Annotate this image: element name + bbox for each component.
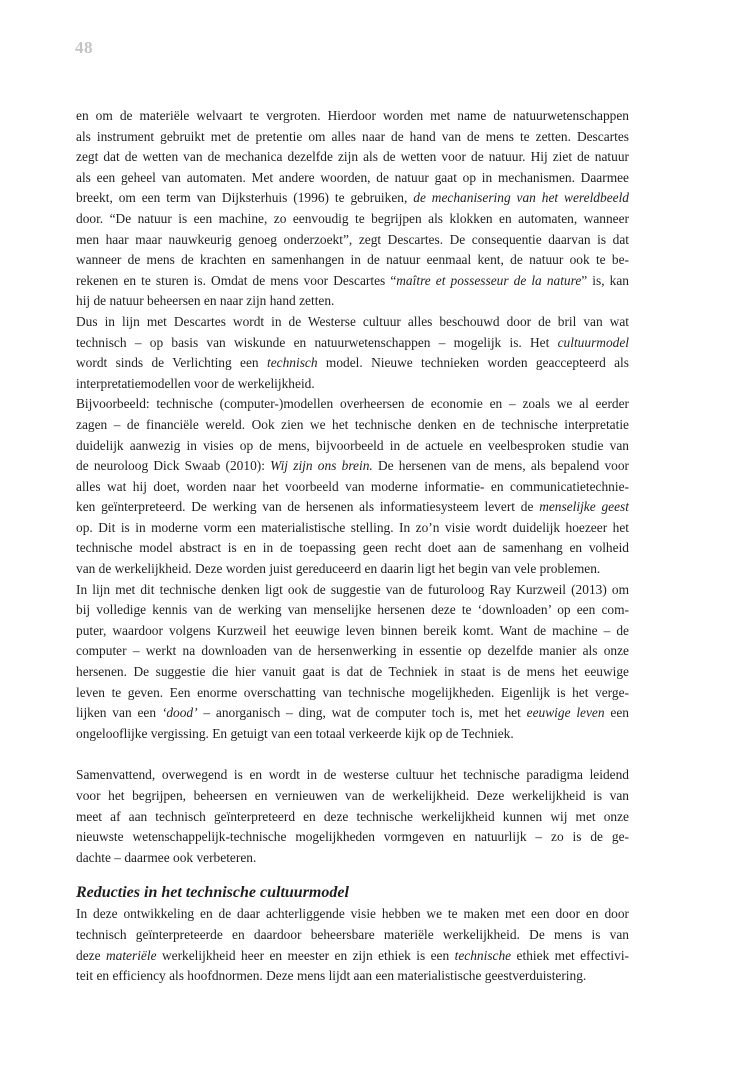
text-line [76,807,629,828]
text-run: de neuroloog Dick Swaab (2010): [76,458,271,474]
italic-text: Wij zijn ons brein. [270,458,373,474]
text-run: bij volledige kennis van de werking van menselijke hersenen deze te ‘downloaden’ op een com- [76,602,629,618]
text-run: puter, waardoor volgens Kurzweil het eeuwige leven binnen bereik komt. Want de machine – de [76,622,629,638]
paragraph [76,312,629,394]
page-number: 48 [75,38,93,57]
italic-text: cultuurmodel [557,334,629,350]
text-run: van de werkelijkheid. Deze worden juist gereduceerd en daarin ligt het begin van vele problemen. [76,561,601,577]
text-run: wanneer de mens de krachten en samenhangen in de natuur eenmaal kent, de natuur ook te be- [76,252,629,268]
italic-text: materiële [105,947,157,963]
text-run: ” is, kan [581,272,629,288]
text-run: dachte – daarmee ook verbeteren. [76,849,257,865]
text-run: In deze ontwikkeling en de daar achterliggende visie hebben we te maken met een door en door [76,906,629,922]
text-line [76,724,629,745]
italic-text: ‘dood’ [161,705,198,721]
text-run: Bijvoorbeeld: technische (computer-)modellen overheersen de economie en – zoals we al eerder [76,396,629,412]
text-line [76,168,629,189]
text-run: wordt sinds de Verlichting een [76,355,267,371]
text-line [76,559,629,580]
text-run: een [604,705,629,721]
text-run: men haar maar nauwkeurig genoeg onderzoekt”, zegt Descartes. De consequentie daarvan is dat [76,231,629,247]
text-run: nieuwste wetenschappelijk-technische mogelijkheden vormgeven en natuurlijk – zo is de ge- [76,829,629,845]
text-line [76,848,629,869]
text-run: alles wat hij doet, worden naar het voorbeeld van moderne informatie- en communicatietechnie- [76,478,629,494]
text-run: lijken van een [76,705,162,721]
text-line [76,538,629,559]
text-line [76,415,629,436]
text-line [76,147,629,168]
text-line [76,946,629,967]
text-line [76,580,629,601]
text-line [76,703,629,724]
text-run: computer – werkt na downloaden van de hersenwerking in essentie op dezelfde manier als onze [76,643,629,659]
text-run: Samenvattend, overwegend is en wordt in de westerse cultuur het technische paradigma leidend [76,767,629,783]
text-run: breekt, om een term van Dijksterhuis (1996) te gebruiken, [76,190,414,206]
text-run: technische model abstract is en in de toepassing geen recht doet aan de samenhang en volheid [76,540,629,556]
text-line [76,333,629,354]
text-line [76,394,629,415]
text-run: – anorganisch – ding, wat de computer toch is, met het [197,705,527,721]
text-line [76,230,629,251]
italic-text: technische [454,947,512,963]
text-line [76,374,629,395]
text-line [76,683,629,704]
italic-text: technisch [266,355,318,371]
text-run: zegt dat de wetten van de mechanica dezelfde zijn als de wetten voor de natuur. Hij ziet de natuur [76,149,629,165]
text-line [76,518,629,539]
text-line [76,456,629,477]
text-run: werkelijkheid heer en meester en zijn ethiek is een [156,947,455,963]
section-heading: Reducties in het technische cultuurmodel [76,884,349,902]
text-line [76,209,629,230]
text-run: hij de natuur beheersen en naar zijn hand zetten. [76,293,335,309]
paragraph [76,106,629,312]
text-run: ongelooflijke vergissing. En getuigt van een totaal verkeerde kijk op de Techniek. [76,725,514,741]
text-run: meet af aan technisch geïnterpreteerd en deze technische werkelijkheid kunnen wij met onze [76,808,629,824]
text-run: Dus in lijn met Descartes wordt in de Westerse cultuur alles beschouwd door de bril van wat [76,313,629,329]
text-line [76,477,629,498]
text-run: ethiek met effectivi- [511,947,629,963]
text-line [76,662,629,683]
text-line [76,436,629,457]
text-run: voor het begrijpen, beheersen en vernieuwen van de werkelijkheid. Deze werkelijkheid is van [76,788,629,803]
text-run: hersenen. De suggestie die hier vanuit gaat is dat de Techniek in staat is de mens het eeuwige [76,664,629,680]
text-run: technisch geïnterpreteerde en daardoor beheersbare materiële werkelijkheid. De mens is van [76,926,629,942]
text-run: leven te geven. Een enorme overschatting van technische mogelijkheden. Eigenlijk is het verge- [76,684,629,700]
text-run: als instrument gebruikt met de pretentie om alles naar de hand van de mens te zetten. Descartes [76,128,629,144]
text-run: door. “De natuur is een machine, zo eenvoudig te begrijpen als klokken en automaten, wanneer [76,210,629,226]
text-line [76,786,629,807]
paragraph [76,580,629,745]
text-line [76,127,629,148]
text-line [76,353,629,374]
text-line [76,966,629,987]
text-run: In lijn met dit technische denken ligt ook de suggestie van de futuroloog Ray Kurzweil (2013) om [76,581,629,597]
text-line [76,600,629,621]
text-line [76,904,629,925]
paragraph [76,765,629,868]
text-run: technisch – op basis van wiskunde en natuurwetenschappen – mogelijk is. Het [76,334,558,350]
text-run: De hersenen van de mens, als bepalend voor [372,458,630,474]
text-run: teit en efficiency als hoofdnormen. Deze mens lijdt aan een materialistische geestverduistering. [76,968,587,984]
text-line [76,188,629,209]
text-run: rekenen en te sturen is. Omdat de mens voor Descartes “ [76,272,397,288]
paragraph [76,394,629,579]
italic-text: de mechanisering van het wereldbeeld [413,190,629,206]
italic-text: menselijke geest [539,499,629,515]
text-run: zagen – de financiële wereld. Ook zien we het technische denken en de technische interpretatie [76,416,629,432]
text-line [76,765,629,786]
paragraph [76,904,629,986]
text-run: als een geheel van automaten. Met andere woorden, de natuur gaat op in mechanismen. Daarmee [76,169,629,185]
text-line [76,827,629,848]
text-line [76,106,629,127]
text-run: duidelijk aanwezig in visies op de mens, bijvoorbeeld in de actuele en veelbesproken studie van [76,437,629,453]
text-line [76,497,629,518]
text-line [76,271,629,292]
text-line [76,641,629,662]
text-run: model. Nieuwe technieken worden geaccepteerd als [317,355,629,371]
text-run: deze [76,947,106,963]
italic-text: maître et possesseur de la nature [396,272,582,288]
text-line [76,925,629,946]
paragraph-gap [76,744,629,765]
text-line [76,312,629,333]
text-line [76,250,629,271]
body-text [76,106,629,987]
text-run: en om de materiële welvaart te vergroten. Hierdoor worden met name de natuurwetenschappen [76,108,629,123]
text-line [76,621,629,642]
italic-text: eeuwige leven [526,705,605,721]
text-line [76,291,629,312]
text-run: op. Dit is in moderne vorm een materialistische stelling. In zo’n visie wordt duidelijk hoezeer het [76,519,629,535]
text-run: interpretatiemodellen voor de werkelijkheid. [76,375,315,391]
text-run: ken geïnterpreteerd. De werking van de hersenen als informatiesysteem levert de [76,499,540,515]
